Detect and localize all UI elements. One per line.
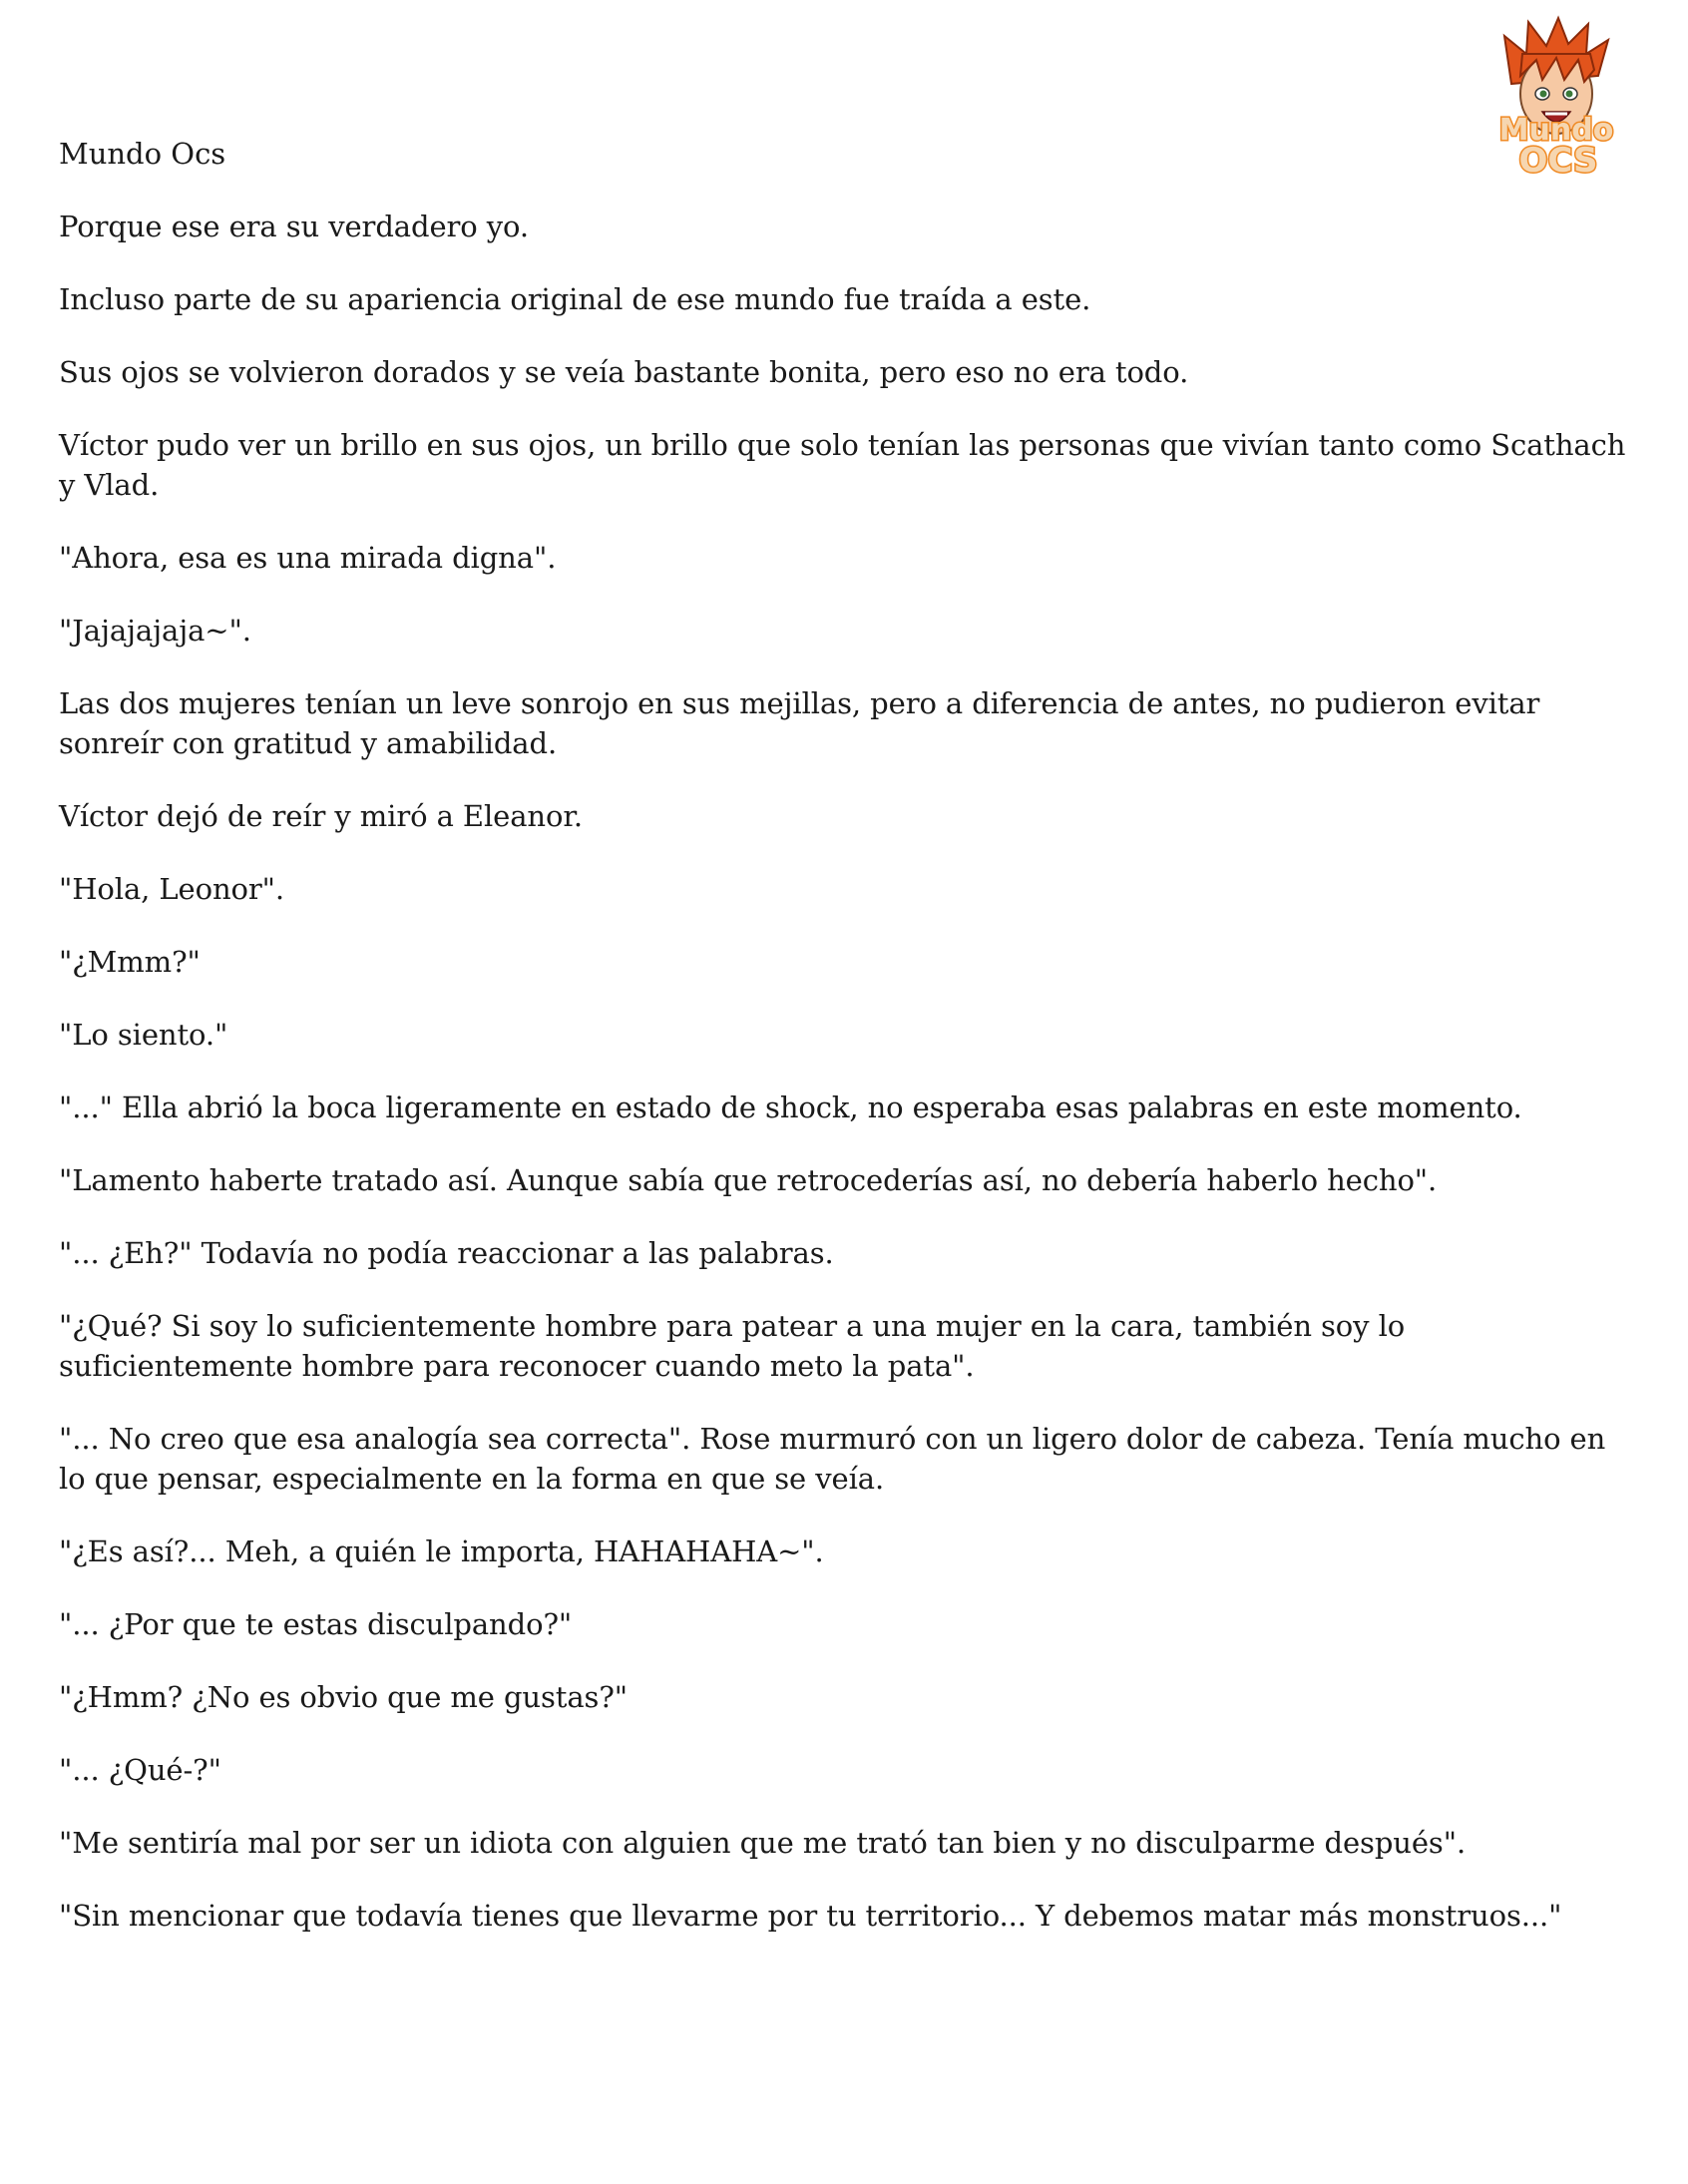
paragraph: "¿Hmm? ¿No es obvio que me gustas?"	[59, 1680, 629, 1714]
paragraph: "Jajajajaja~".	[59, 614, 251, 648]
paragraph: "... No creo que esa analogía sea correcta". Rose murmuró con un ligero dolor de cabeza. Tenía mucho en lo que pensar, especialmente en la forma en que se veía.	[59, 1422, 1606, 1496]
paragraph: "... ¿Qué-?"	[59, 1753, 221, 1787]
paragraph: Víctor pudo ver un brillo en sus ojos, un brillo que solo tenían las personas que vivían tanto como Scathach y Vlad.	[59, 428, 1626, 502]
paragraph: "Sin mencionar que todavía tienes que llevarme por tu territorio... Y debemos matar más monstruos..."	[59, 1899, 1562, 1933]
logo-line2: OCS	[1518, 141, 1598, 181]
paragraph: "Lo siento."	[59, 1018, 228, 1052]
paragraph: "..." Ella abrió la boca ligeramente en estado de shock, no esperaba esas palabras en este momento.	[59, 1091, 1522, 1124]
paragraph: Víctor dejó de reír y miró a Eleanor.	[59, 799, 584, 833]
paragraph: "... ¿Eh?" Todavía no podía reaccionar a las palabras.	[59, 1236, 834, 1270]
paragraph: "¿Es así?... Meh, a quién le importa, HAHAHAHA~".	[59, 1534, 824, 1568]
logo-line1: Mundo	[1498, 113, 1614, 148]
page-header-title: Mundo Ocs	[59, 137, 226, 171]
document-body	[59, 207, 1635, 1968]
paragraph: "¿Mmm?"	[59, 945, 201, 979]
paragraph: "... ¿Por que te estas disculpando?"	[59, 1607, 573, 1641]
paragraph: "Hola, Leonor".	[59, 872, 285, 906]
paragraph: Incluso parte de su apariencia original de ese mundo fue traída a este.	[59, 282, 1091, 316]
paragraph: Porque ese era su verdadero yo.	[59, 210, 529, 243]
paragraph: Las dos mujeres tenían un leve sonrojo en sus mejillas, pero a diferencia de antes, no pudieron evitar sonreír con gratitud y amabilidad.	[59, 686, 1540, 760]
paragraph: "Ahora, esa es una mirada digna".	[59, 541, 557, 575]
paragraph: "Lamento haberte tratado así. Aunque sabía que retrocederías así, no debería haberlo hecho".	[59, 1163, 1438, 1197]
paragraph: "Me sentiría mal por ser un idiota con alguien que me trató tan bien y no disculparme después".	[59, 1826, 1467, 1860]
mundo-ocs-logo-art	[1467, 14, 1646, 184]
paragraph: "¿Qué? Si soy lo suficientemente hombre para patear a una mujer en la cara, también soy lo suficientemente hombre para reconocer cuando meto la pata".	[59, 1309, 1406, 1383]
paragraph: Sus ojos se volvieron dorados y se veía bastante bonita, pero eso no era todo.	[59, 355, 1189, 389]
mundo-ocs-logo	[1467, 14, 1646, 184]
